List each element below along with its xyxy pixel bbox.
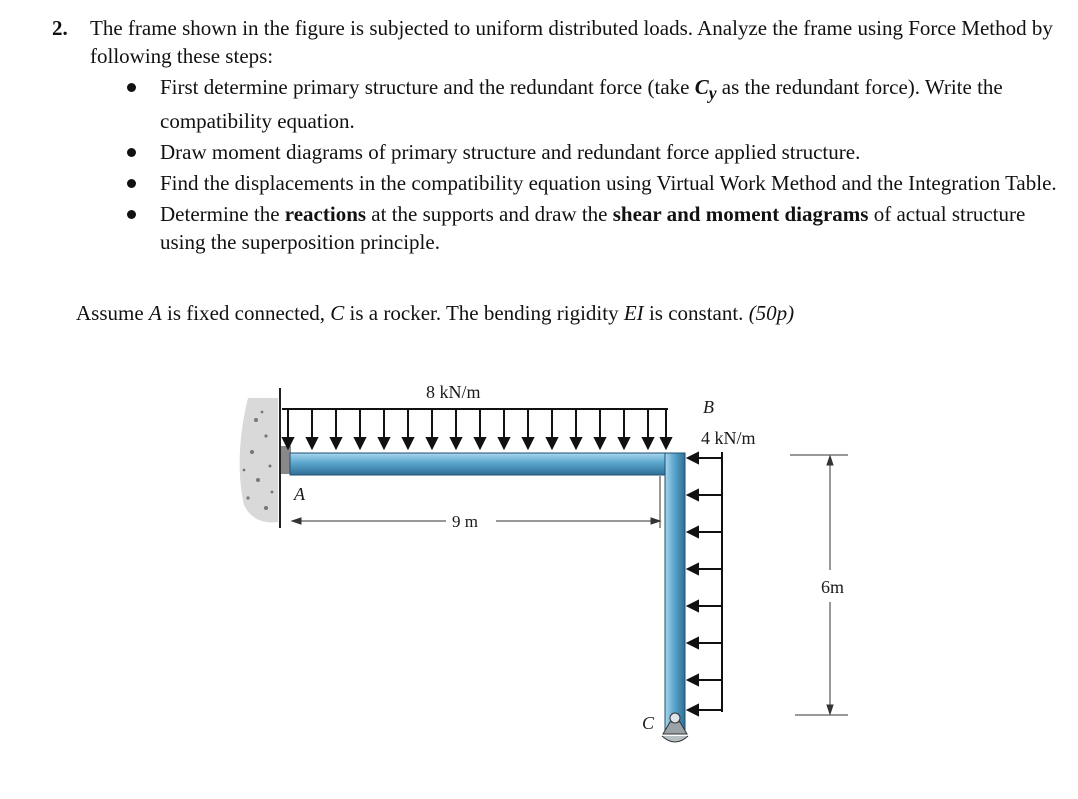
- step-4: [160, 200, 1062, 256]
- top-load-label: 8 kN/m: [426, 382, 481, 402]
- side-load-label: 4 kN/m: [701, 428, 756, 448]
- step-4-text-mid: at the supports and draw the: [366, 202, 613, 227]
- steps-list: [52, 73, 1062, 256]
- label-b: B: [703, 397, 714, 417]
- assume-ei: EI: [623, 301, 644, 325]
- column-bc: [665, 453, 685, 733]
- step-3-text: Find the displacements in the compatibility equation using Virtual Work Method and the Integration Table.: [160, 171, 1057, 196]
- step-4-text: Determine the: [160, 202, 285, 227]
- assume-c: C: [330, 301, 345, 325]
- height-label: 6m: [821, 577, 845, 597]
- assume-post: is constant.: [643, 301, 749, 325]
- step-3: [160, 169, 1062, 197]
- step-2: [160, 138, 1062, 166]
- assume-mid2: is a rocker. The bending rigidity: [344, 301, 624, 325]
- step-4-bold-reactions: reactions: [284, 202, 367, 227]
- label-a: A: [294, 484, 305, 504]
- step-1-sub: y: [708, 83, 717, 104]
- step-1: [160, 73, 1062, 135]
- step-1-var: C: [694, 75, 709, 99]
- question-number: 2.: [52, 16, 68, 40]
- step-4-bold-diagrams: shear and moment diagrams: [612, 202, 869, 227]
- question-intro-text: The frame shown in the figure is subjected to uniform distributed loads. Analyze the frame using Force Method by following these steps:: [90, 16, 1053, 68]
- top-distributed-load: [282, 409, 671, 448]
- step-1-text: First determine primary structure and the redundant force (take: [160, 75, 695, 99]
- question-intro: [52, 14, 1062, 70]
- step-2-text: Draw moment diagrams of primary structure and redundant force applied structure.: [160, 140, 861, 165]
- assume-a: A: [148, 301, 162, 325]
- frame-figure: [0, 370, 1078, 799]
- beam-ab: [290, 453, 670, 475]
- side-distributed-load: [688, 452, 722, 715]
- assume-points: (50p): [748, 301, 795, 325]
- question-block: [52, 14, 1062, 259]
- step-1-text-end: as the redundant force). Write the compatibility equation.: [160, 75, 1003, 134]
- assume-pre: Assume: [76, 301, 149, 325]
- label-c: C: [642, 713, 655, 733]
- assumption-line: [76, 299, 794, 327]
- span-label: 9 m: [452, 512, 478, 531]
- step-4-text-end: of actual structure using the superposition principle.: [160, 202, 1026, 255]
- assume-mid1: is fixed connected,: [161, 301, 331, 325]
